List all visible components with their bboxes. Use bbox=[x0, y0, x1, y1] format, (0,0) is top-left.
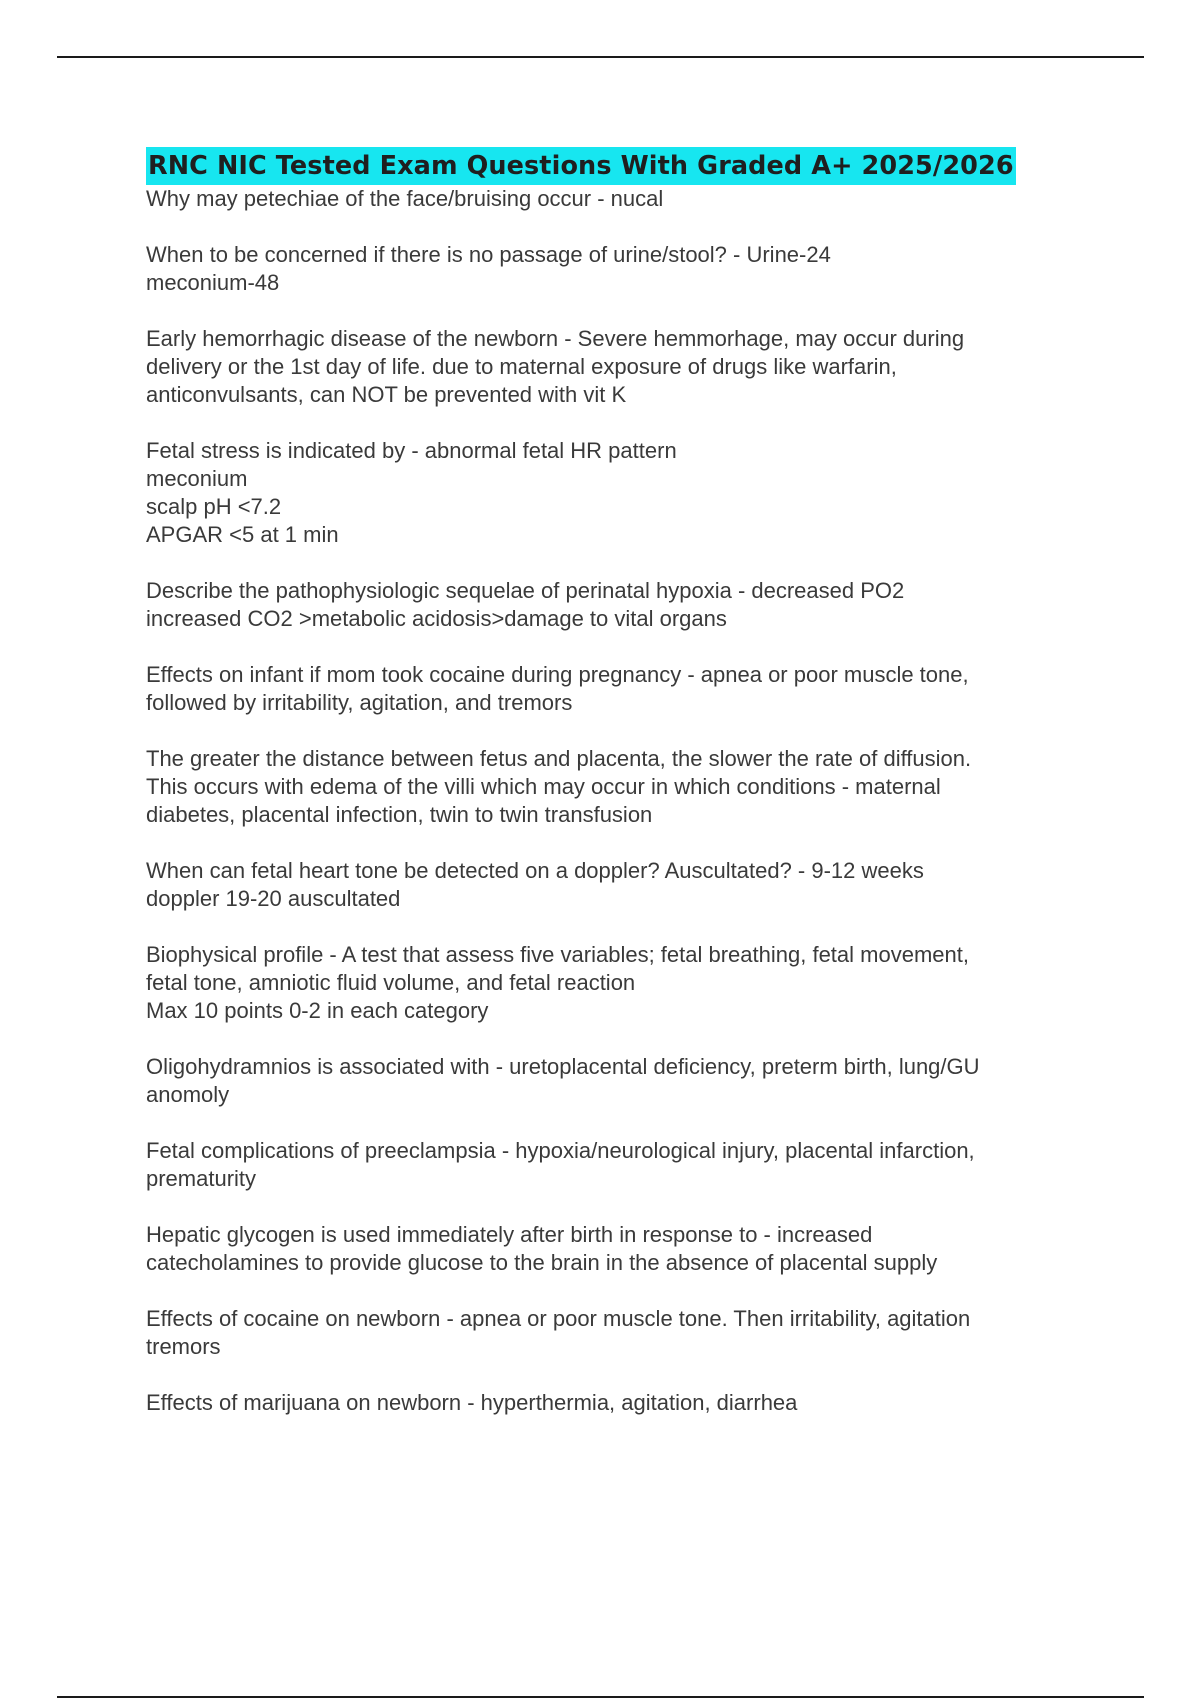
qa-entry-7: The greater the distance between fetus and placenta, the slower the rate of diffusion. This occurs with edema of the villi which may occur in which conditions - maternal diabetes, placental infection, twin to twin transfusion bbox=[146, 746, 972, 827]
qa-entry-11: Fetal complications of preeclampsia - hypoxia/neurological injury, placental infarction, prematurity bbox=[146, 1138, 975, 1191]
qa-entry-6: Effects on infant if mom took cocaine during pregnancy - apnea or poor muscle tone, followed by irritability, agitation, and tremors bbox=[146, 662, 969, 715]
qa-entry-10: Oligohydramnios is associated with - uretoplacental deficiency, preterm birth, lung/GU anomoly bbox=[146, 1054, 980, 1107]
document-body bbox=[146, 147, 1086, 1417]
qa-entry-3: Early hemorrhagic disease of the newborn - Severe hemmorhage, may occur during delivery or the 1st day of life. due to maternal exposure of drugs like warfarin, anticonvulsants, can NOT be prevented with vit K bbox=[146, 326, 965, 407]
qa-entry-14: Effects of marijuana on newborn - hyperthermia, agitation, diarrhea bbox=[146, 1390, 798, 1415]
qa-entry-2: When to be concerned if there is no passage of urine/stool? - Urine-24 meconium-48 bbox=[146, 242, 831, 295]
top-rule bbox=[57, 56, 1144, 58]
qa-entry-4: Fetal stress is indicated by - abnormal fetal HR pattern meconium scalp pH <7.2 APGAR <5 at 1 min bbox=[146, 438, 677, 547]
document-title bbox=[146, 147, 1086, 185]
qa-entry-1: Why may petechiae of the face/bruising occur - nucal bbox=[146, 186, 664, 211]
qa-entry-13: Effects of cocaine on newborn - apnea or poor muscle tone. Then irritability, agitation tremors bbox=[146, 1306, 971, 1359]
qa-entry-5: Describe the pathophysiologic sequelae of perinatal hypoxia - decreased PO2 increased CO2 >metabolic acidosis>damage to vital organs bbox=[146, 578, 905, 631]
qa-entry-12: Hepatic glycogen is used immediately after birth in response to - increased catecholamines to provide glucose to the brain in the absence of placental supply bbox=[146, 1222, 938, 1275]
bottom-rule bbox=[57, 1696, 1144, 1698]
title-highlight: RNC NIC Tested Exam Questions With Graded A+ 2025/2026 bbox=[146, 147, 1016, 185]
qa-entry-9: Biophysical profile - A test that assess five variables; fetal breathing, fetal movement, fetal tone, amniotic fluid volume, and fetal reaction Max 10 points 0-2 in each category bbox=[146, 942, 969, 1023]
qa-entry-8: When can fetal heart tone be detected on a doppler? Auscultated? - 9-12 weeks doppler 19-20 auscultated bbox=[146, 858, 924, 911]
